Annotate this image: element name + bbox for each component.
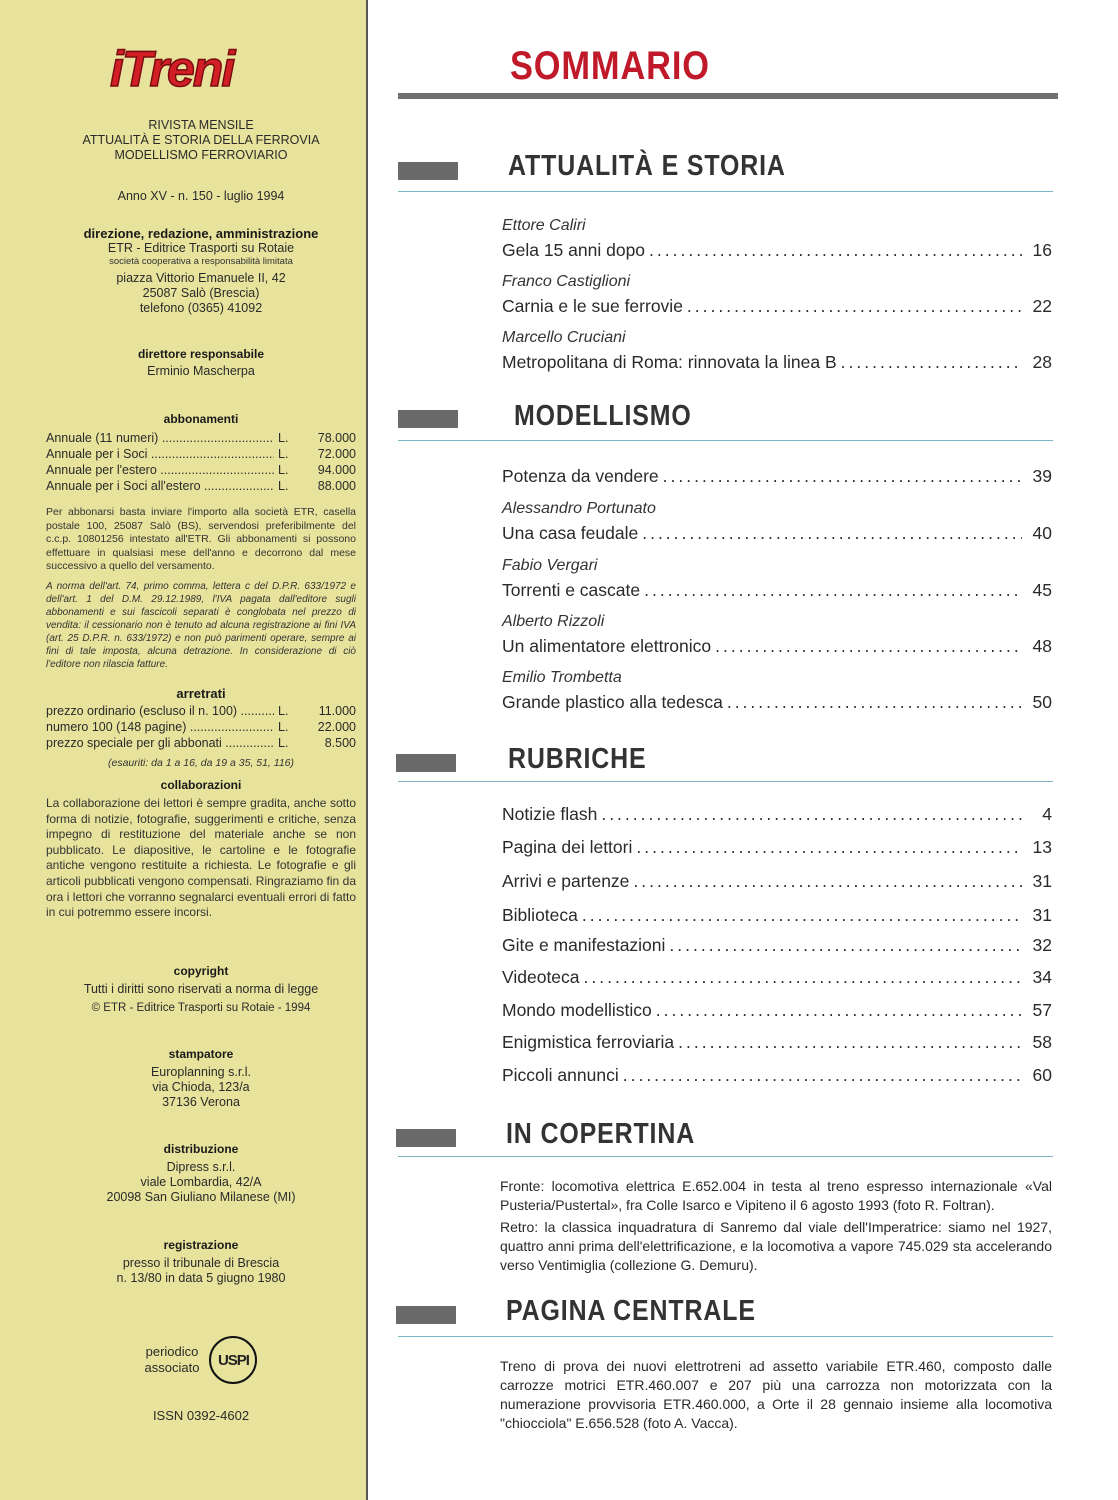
cover-front-caption: Fronte: locomotiva elettrica E.652.004 in testa al treno espresso internazionale «Val Pusteria/Pustertal», fra Colle Isarco e Vipiteno il 6 agosto 1993 (foto R. Foltran). <box>500 1178 1052 1213</box>
entry-page: 31 <box>1032 871 1052 891</box>
centerfold-caption: Treno di prova dei nuovi elettrotreni ad assetto variabile ETR.460, composto dalle carrozze motrici ETR.460.007 e 207 più una carrozza non motorizzata con la numerazione provvisoria ETR.460.000, a Orte il 28 gennaio insieme alla locomotiva "chiocciola" E.656.528 (foto A. Vacca). <box>500 1358 1052 1431</box>
subtitle-line: ATTUALITÀ E STORIA DELLA FERROVIA <box>82 133 320 147</box>
toc-entry[interactable] <box>502 904 1052 926</box>
collaborations-heading: collaborazioni <box>160 778 242 792</box>
leader-dots <box>837 351 1022 373</box>
entry-page: 22 <box>1032 296 1052 316</box>
section-title-rubriche: RUBRICHE <box>508 743 647 775</box>
publisher-type: società cooperativa a responsabilità limitata <box>109 256 293 267</box>
copyright-line: © ETR - Editrice Trasporti su Rotaie - 1994 <box>91 1002 311 1014</box>
entry-author: Franco Castiglioni <box>502 273 631 290</box>
section-title-copertina: IN COPERTINA <box>506 1118 696 1150</box>
subtitle-line: MODELLISMO FERROVIARIO <box>114 148 288 162</box>
leader-dots <box>711 635 1022 657</box>
leader-dots <box>683 295 1022 317</box>
entry-author: Alessandro Portunato <box>502 500 656 517</box>
entry-page: 40 <box>1032 523 1052 543</box>
leader-dots <box>580 966 1022 988</box>
printer-heading: stampatore <box>168 1047 234 1061</box>
toc-entry[interactable] <box>502 328 1052 373</box>
contents-column <box>368 0 1118 1500</box>
toc-entry[interactable] <box>502 1064 1052 1086</box>
page-title: SOMMARIO <box>510 44 710 88</box>
entry-page: 39 <box>1032 466 1052 486</box>
entry-title: Notizie flash <box>502 804 598 824</box>
uspi-association <box>46 1336 356 1384</box>
issue-info: Anno XV - n. 150 - luglio 1994 <box>117 189 285 203</box>
cover-back-caption: Retro: la classica inquadratura di Sanremo dal viale dell'Imperatrice: siamo nel 1927, quattro anni prima dell'elettrificazione, e la locomotiva a vapore 745.029 sta accelerando verso Ventimiglia (collezione G. Demuru). <box>500 1219 1052 1273</box>
toc-entry[interactable] <box>502 836 1052 858</box>
registration-line: presso il tribunale di Brescia <box>122 1256 280 1270</box>
issn: ISSN 0392-4602 <box>152 1408 250 1423</box>
leader-dots <box>578 904 1022 926</box>
entry-author: Emilio Trombetta <box>502 669 622 686</box>
itreni-logo <box>106 42 296 98</box>
collaborations-block <box>46 778 356 921</box>
entry-page: 50 <box>1032 692 1052 712</box>
phone-line: telefono (0365) 41092 <box>139 300 263 315</box>
price-row: prezzo speciale per gli abbonati ..... L. 8.500 <box>46 735 356 751</box>
entry-page: 58 <box>1032 1032 1052 1052</box>
entry-page: 31 <box>1032 905 1052 925</box>
title-divider <box>398 93 1058 99</box>
price-row: Annuale per i Soci all'estero ..... L. 88.000 <box>46 478 356 494</box>
toc-entry[interactable] <box>502 465 1052 487</box>
leader-dots <box>665 934 1022 956</box>
distribution-heading: distribuzione <box>163 1142 239 1156</box>
toc-entry[interactable] <box>502 668 1052 713</box>
registration-line: n. 13/80 in data 5 giugno 1980 <box>116 1271 286 1285</box>
distribution-line: Dipress s.r.l. <box>166 1160 236 1174</box>
section-divider <box>398 1336 1053 1337</box>
masthead-sidebar <box>0 0 368 1500</box>
leader-dots <box>723 691 1022 713</box>
management-block <box>46 226 356 316</box>
distribution-block <box>46 1142 356 1205</box>
entry-page: 60 <box>1032 1065 1052 1085</box>
price-row: Annuale per l'estero ..... L. 94.000 <box>46 462 356 478</box>
copyright-block <box>46 964 356 1016</box>
subtitle-line: RIVISTA MENSILE <box>148 118 254 132</box>
toc-entry[interactable] <box>502 499 1052 544</box>
section-marker <box>396 1129 456 1147</box>
section-divider <box>398 440 1053 441</box>
leader-dots <box>632 836 1022 858</box>
toc-entry[interactable] <box>502 803 1052 825</box>
toc-entry[interactable] <box>502 556 1052 601</box>
printer-line: Europlanning s.r.l. <box>150 1065 252 1079</box>
back-issues-block <box>46 686 356 770</box>
entry-title: Carnia e le sue ferrovie <box>502 296 683 316</box>
entry-title: Metropolitana di Roma: rinnovata la linea B <box>502 352 837 372</box>
entry-title: Grande plastico alla tedesca <box>502 692 723 712</box>
entry-page: 48 <box>1032 636 1052 656</box>
printer-line: via Chioda, 123/a <box>152 1080 250 1094</box>
publisher-name: ETR - Editrice Trasporti su Rotaie <box>107 241 295 255</box>
subscriptions-block <box>46 412 356 671</box>
leader-dots <box>619 1064 1022 1086</box>
registration-block <box>46 1238 356 1286</box>
entry-page: 57 <box>1032 1000 1052 1020</box>
vat-note: A norma dell'art. 74, primo comma, lettera c del D.P.R. 633/1972 e dell'art. 1 del D.M. 29.12.1989, l'IVA pagata dall'editore sugli abbonamenti e sui fascicoli separati è conglobata nel prezzo di vendita: il cessionario non è tenuto ad alcuna registrazione ai fini IVA (art. 25 D.P.R. n. 633/1972) e non può parimenti operare, sempre ai fini di tale imposta, alcuna detrazione. In considerazione di ciò l'editore non rilascia fatture. <box>46 580 356 670</box>
toc-entry[interactable] <box>502 612 1052 657</box>
entry-page: 13 <box>1032 837 1052 857</box>
section-marker <box>396 754 456 772</box>
entry-title: Arrivi e partenze <box>502 871 630 891</box>
entry-page: 28 <box>1032 352 1052 372</box>
leader-dots <box>640 579 1022 601</box>
svg-text:iTreni: iTreni <box>110 42 234 97</box>
section-marker <box>396 1306 456 1324</box>
sold-out-note: (esauriti: da 1 a 16, da 19 a 35, 51, 116) <box>107 757 295 769</box>
entry-title: Potenza da vendere <box>502 466 659 486</box>
leader-dots <box>638 522 1022 544</box>
toc-entry[interactable] <box>502 272 1052 317</box>
magazine-subtitle <box>46 118 356 163</box>
entry-author: Fabio Vergari <box>502 557 598 574</box>
entry-title: Torrenti e cascate <box>502 580 641 600</box>
toc-entry[interactable] <box>502 216 1052 261</box>
distribution-line: 20098 San Giuliano Milanese (MI) <box>106 1190 296 1204</box>
address-line: piazza Vittorio Emanuele II, 42 <box>116 270 286 285</box>
leader-dots <box>659 465 1022 487</box>
leader-dots <box>629 870 1022 892</box>
copyright-heading: copyright <box>173 964 229 978</box>
section-marker <box>398 410 458 428</box>
entry-title: Un alimentatore elettronico <box>502 636 712 656</box>
address-line: 25087 Salò (Brescia) <box>142 285 260 300</box>
toc-entry[interactable] <box>502 966 1052 988</box>
toc-entry[interactable] <box>502 999 1052 1021</box>
leader-dots <box>645 239 1022 261</box>
subscriptions-heading: abbonamenti <box>163 412 239 426</box>
leader-dots <box>652 999 1022 1021</box>
section-divider <box>398 1156 1053 1157</box>
entry-page: 16 <box>1032 240 1052 260</box>
director-heading: direttore responsabile <box>137 347 265 361</box>
section-title-centrale: PAGINA CENTRALE <box>506 1295 756 1327</box>
collaborations-text: La collaborazione dei lettori è sempre gradita, anche sotto forma di notizie, fotografie, suggerimenti e critiche, senza impegno di restituzione del materiale anche se non pubblicato. Le diapositive, le cartoline e le fotografie antiche vengono restituite a richiesta. Le fotografie e gli articoli pubblicati vengono compensati. Ringraziamo fin da ora i lettori che vorranno segnalarci eventuali errori di fatto in cui potremmo essere incorsi. <box>46 796 356 920</box>
toc-entry[interactable] <box>502 1031 1052 1053</box>
distribution-line: viale Lombardia, 42/A <box>140 1175 262 1189</box>
entry-author: Alberto Rizzoli <box>502 613 605 630</box>
director-name: Erminio Mascherpa <box>147 364 255 378</box>
management-heading: direzione, redazione, amministrazione <box>83 226 319 241</box>
entry-title: Piccoli annunci <box>502 1065 619 1085</box>
leader-dots <box>597 803 1022 825</box>
printer-line: 37136 Verona <box>162 1095 240 1109</box>
association-line: associato <box>144 1360 200 1375</box>
back-issues-heading: arretrati <box>176 686 226 701</box>
section-marker <box>398 162 458 180</box>
section-title-modellismo: MODELLISMO <box>514 400 692 432</box>
copyright-line: Tutti i diritti sono riservati a norma di legge <box>83 982 319 996</box>
association-line: periodico <box>145 1344 199 1359</box>
leader-dots <box>674 1031 1022 1053</box>
entry-title: Gite e manifestazioni <box>502 935 666 955</box>
price-row: prezzo ordinario (escluso il n. 100) ..... L. 11.000 <box>46 703 356 719</box>
entry-page: 45 <box>1032 580 1052 600</box>
section-divider <box>398 781 1053 782</box>
section-title-attualita: ATTUALITÀ E STORIA <box>508 150 786 182</box>
price-row: Annuale per i Soci ..... L. 72.000 <box>46 446 356 462</box>
entry-author: Ettore Caliri <box>502 217 586 234</box>
entry-page: 34 <box>1032 967 1052 987</box>
price-row: Annuale (11 numeri) ..... L. 78.000 <box>46 430 356 446</box>
entry-title: Videoteca <box>502 967 580 987</box>
price-row: numero 100 (148 pagine) ..... L. 22.000 <box>46 719 356 735</box>
entry-author: Marcello Cruciani <box>502 329 626 346</box>
entry-page: 32 <box>1032 935 1052 955</box>
entry-title: Enigmistica ferroviaria <box>502 1032 675 1052</box>
toc-entry[interactable] <box>502 934 1052 956</box>
uspi-badge-icon: USPI <box>209 1336 257 1384</box>
entry-page: 4 <box>1042 804 1052 824</box>
entry-title: Pagina dei lettori <box>502 837 633 857</box>
toc-entry[interactable] <box>502 870 1052 892</box>
subscription-note: Per abbonarsi basta inviare l'importo alla società ETR, casella postale 100, 25087 Salò (BS), servendosi preferibilmente del c.c.p. 10801256 intestato all'ETR. Gli abbonamenti si possono effettuare in qualsiasi mese dell'anno e decorrono dal mese successivo a quello del versamento. <box>46 506 356 572</box>
director-block <box>46 347 356 379</box>
registration-heading: registrazione <box>163 1238 239 1252</box>
entry-title: Biblioteca <box>502 905 578 925</box>
entry-title: Gela 15 anni dopo <box>502 240 646 260</box>
printer-block <box>46 1047 356 1110</box>
entry-title: Mondo modellistico <box>502 1000 652 1020</box>
association-label <box>145 1344 200 1376</box>
entry-title: Una casa feudale <box>502 523 639 543</box>
section-divider <box>398 191 1053 192</box>
